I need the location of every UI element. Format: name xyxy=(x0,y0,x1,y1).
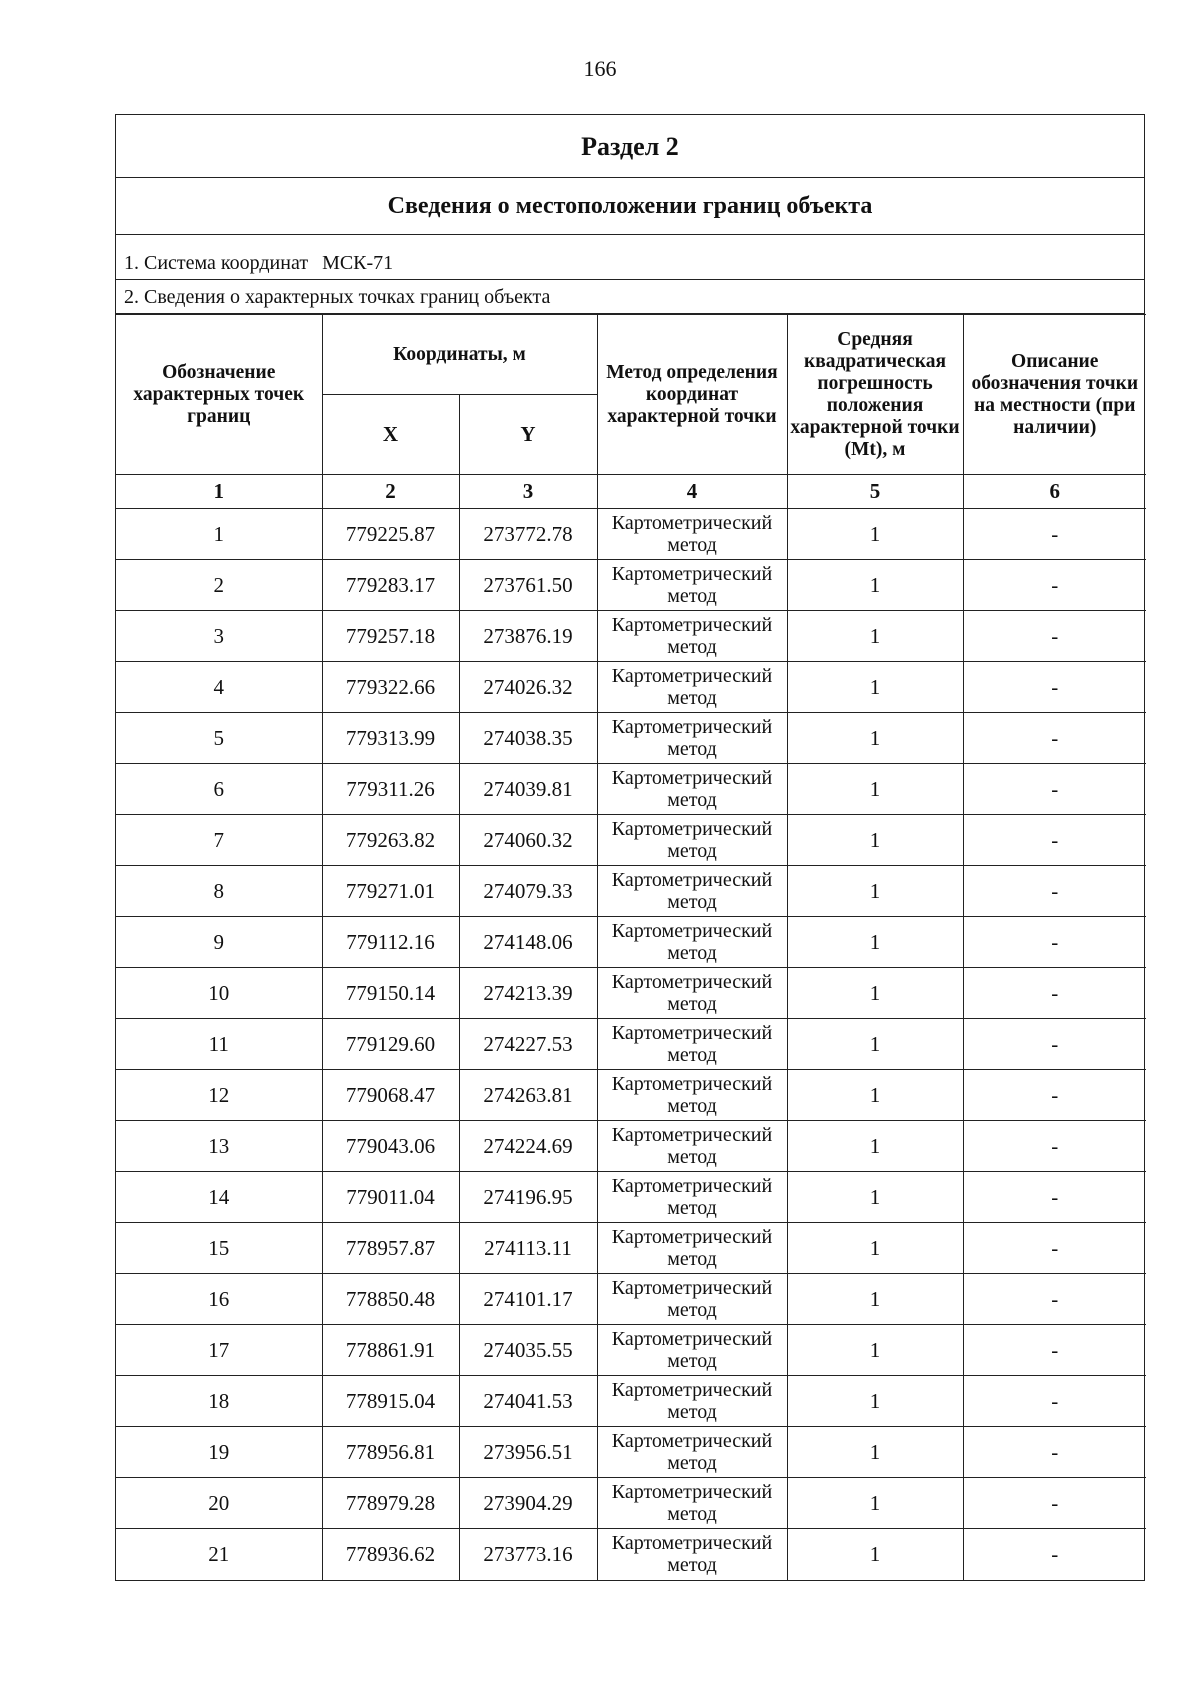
x-coordinate-cell: 779311.26 xyxy=(322,764,459,815)
description-cell: - xyxy=(963,917,1146,968)
y-coordinate-cell: 274224.69 xyxy=(459,1121,597,1172)
table-row xyxy=(116,1172,1146,1223)
table-row xyxy=(116,1376,1146,1427)
description-cell: - xyxy=(963,1529,1146,1580)
y-coordinate-cell: 273772.78 xyxy=(459,509,597,560)
method-cell: Картометрический метод xyxy=(597,1070,787,1121)
x-coordinate-cell: 779150.14 xyxy=(322,968,459,1019)
point-number-cell: 21 xyxy=(116,1529,322,1580)
method-cell: Картометрический метод xyxy=(597,1478,787,1529)
point-number-cell: 17 xyxy=(116,1325,322,1376)
y-coordinate-cell: 274026.32 xyxy=(459,662,597,713)
mean-error-cell: 1 xyxy=(787,1529,963,1580)
method-cell: Картометрический метод xyxy=(597,1121,787,1172)
table-row xyxy=(116,917,1146,968)
coordinate-system-value: МСК-71 xyxy=(322,252,394,274)
coordinate-system-label: 1. Система координат xyxy=(124,252,309,274)
header-point-designation: Обозначение характерных точек границ xyxy=(116,315,322,475)
description-cell: - xyxy=(963,509,1146,560)
description-cell: - xyxy=(963,1274,1146,1325)
x-coordinate-cell: 779129.60 xyxy=(322,1019,459,1070)
mean-error-cell: 1 xyxy=(787,713,963,764)
table-row xyxy=(116,1274,1146,1325)
column-number: 5 xyxy=(787,475,963,509)
mean-error-cell: 1 xyxy=(787,1376,963,1427)
point-number-cell: 4 xyxy=(116,662,322,713)
x-coordinate-cell: 778936.62 xyxy=(322,1529,459,1580)
y-coordinate-cell: 273876.19 xyxy=(459,611,597,662)
point-number-cell: 15 xyxy=(116,1223,322,1274)
method-cell: Картометрический метод xyxy=(597,1529,787,1580)
header-description: Описание обозначения точки на местности (при наличии) xyxy=(963,315,1146,475)
x-coordinate-cell: 778957.87 xyxy=(322,1223,459,1274)
method-cell: Картометрический метод xyxy=(597,509,787,560)
y-coordinate-cell: 274039.81 xyxy=(459,764,597,815)
description-cell: - xyxy=(963,815,1146,866)
column-number: 4 xyxy=(597,475,787,509)
description-cell: - xyxy=(963,1427,1146,1478)
point-number-cell: 3 xyxy=(116,611,322,662)
y-coordinate-cell: 274213.39 xyxy=(459,968,597,1019)
description-cell: - xyxy=(963,1019,1146,1070)
mean-error-cell: 1 xyxy=(787,764,963,815)
description-cell: - xyxy=(963,866,1146,917)
method-cell: Картометрический метод xyxy=(597,560,787,611)
description-cell: - xyxy=(963,713,1146,764)
mean-error-cell: 1 xyxy=(787,1019,963,1070)
description-cell: - xyxy=(963,1376,1146,1427)
table-row xyxy=(116,968,1146,1019)
table-row xyxy=(116,560,1146,611)
x-coordinate-cell: 779043.06 xyxy=(322,1121,459,1172)
y-coordinate-cell: 274041.53 xyxy=(459,1376,597,1427)
mean-error-cell: 1 xyxy=(787,815,963,866)
method-cell: Картометрический метод xyxy=(597,611,787,662)
x-coordinate-cell: 778861.91 xyxy=(322,1325,459,1376)
y-coordinate-cell: 274038.35 xyxy=(459,713,597,764)
method-cell: Картометрический метод xyxy=(597,764,787,815)
table-row xyxy=(116,764,1146,815)
x-coordinate-cell: 779068.47 xyxy=(322,1070,459,1121)
point-number-cell: 9 xyxy=(116,917,322,968)
point-number-cell: 2 xyxy=(116,560,322,611)
table-row xyxy=(116,1121,1146,1172)
mean-error-cell: 1 xyxy=(787,611,963,662)
method-cell: Картометрический метод xyxy=(597,968,787,1019)
description-cell: - xyxy=(963,662,1146,713)
coordinate-system-line xyxy=(116,235,1144,280)
description-cell: - xyxy=(963,968,1146,1019)
method-cell: Картометрический метод xyxy=(597,1019,787,1070)
table-row xyxy=(116,815,1146,866)
mean-error-cell: 1 xyxy=(787,1223,963,1274)
x-coordinate-cell: 779313.99 xyxy=(322,713,459,764)
point-number-cell: 5 xyxy=(116,713,322,764)
point-number-cell: 14 xyxy=(116,1172,322,1223)
method-cell: Картометрический метод xyxy=(597,866,787,917)
description-cell: - xyxy=(963,764,1146,815)
header-mean-error: Средняя квадратическая погрешность положения характерной точки (Mt), м xyxy=(787,315,963,475)
mean-error-cell: 1 xyxy=(787,1274,963,1325)
table-row xyxy=(116,713,1146,764)
mean-error-cell: 1 xyxy=(787,866,963,917)
mean-error-cell: 1 xyxy=(787,560,963,611)
y-coordinate-cell: 274113.11 xyxy=(459,1223,597,1274)
mean-error-cell: 1 xyxy=(787,1478,963,1529)
x-coordinate-cell: 779271.01 xyxy=(322,866,459,917)
table-row xyxy=(116,1478,1146,1529)
table-row xyxy=(116,1325,1146,1376)
x-coordinate-cell: 778979.28 xyxy=(322,1478,459,1529)
mean-error-cell: 1 xyxy=(787,509,963,560)
section-title: Раздел 2 xyxy=(116,115,1144,178)
mean-error-cell: 1 xyxy=(787,1070,963,1121)
x-coordinate-cell: 778915.04 xyxy=(322,1376,459,1427)
point-number-cell: 13 xyxy=(116,1121,322,1172)
column-number: 1 xyxy=(116,475,322,509)
description-cell: - xyxy=(963,1121,1146,1172)
y-coordinate-cell: 273904.29 xyxy=(459,1478,597,1529)
method-cell: Картометрический метод xyxy=(597,662,787,713)
header-x: X xyxy=(322,395,459,475)
table-row xyxy=(116,509,1146,560)
table-row xyxy=(116,662,1146,713)
column-number: 2 xyxy=(322,475,459,509)
method-cell: Картометрический метод xyxy=(597,1427,787,1478)
mean-error-cell: 1 xyxy=(787,1325,963,1376)
mean-error-cell: 1 xyxy=(787,1121,963,1172)
header-y: Y xyxy=(459,395,597,475)
x-coordinate-cell: 778850.48 xyxy=(322,1274,459,1325)
point-number-cell: 8 xyxy=(116,866,322,917)
header-coordinates: Координаты, м xyxy=(322,315,597,395)
page-number: 166 xyxy=(583,56,617,81)
mean-error-cell: 1 xyxy=(787,917,963,968)
description-cell: - xyxy=(963,1172,1146,1223)
description-cell: - xyxy=(963,1478,1146,1529)
point-number-cell: 1 xyxy=(116,509,322,560)
column-number: 6 xyxy=(963,475,1146,509)
x-coordinate-cell: 779263.82 xyxy=(322,815,459,866)
method-cell: Картометрический метод xyxy=(597,815,787,866)
point-number-cell: 19 xyxy=(116,1427,322,1478)
description-cell: - xyxy=(963,560,1146,611)
method-cell: Картометрический метод xyxy=(597,1376,787,1427)
method-cell: Картометрический метод xyxy=(597,1325,787,1376)
y-coordinate-cell: 274263.81 xyxy=(459,1070,597,1121)
boundary-points-table xyxy=(116,314,1146,1580)
table-body xyxy=(116,509,1146,1580)
points-info-line: 2. Сведения о характерных точках границ объекта xyxy=(116,280,1144,314)
column-number-row xyxy=(116,475,1146,509)
x-coordinate-cell: 778956.81 xyxy=(322,1427,459,1478)
point-number-cell: 11 xyxy=(116,1019,322,1070)
mean-error-cell: 1 xyxy=(787,1172,963,1223)
y-coordinate-cell: 274101.17 xyxy=(459,1274,597,1325)
x-coordinate-cell: 779011.04 xyxy=(322,1172,459,1223)
table-header-row xyxy=(116,315,1146,395)
description-cell: - xyxy=(963,1325,1146,1376)
table-row xyxy=(116,1019,1146,1070)
point-number-cell: 16 xyxy=(116,1274,322,1325)
table-row xyxy=(116,611,1146,662)
boundary-points-document xyxy=(115,114,1145,1581)
y-coordinate-cell: 274227.53 xyxy=(459,1019,597,1070)
point-number-cell: 20 xyxy=(116,1478,322,1529)
method-cell: Картометрический метод xyxy=(597,1223,787,1274)
y-coordinate-cell: 273761.50 xyxy=(459,560,597,611)
table-row xyxy=(116,1070,1146,1121)
point-number-cell: 10 xyxy=(116,968,322,1019)
description-cell: - xyxy=(963,1070,1146,1121)
y-coordinate-cell: 274035.55 xyxy=(459,1325,597,1376)
method-cell: Картометрический метод xyxy=(597,1274,787,1325)
point-number-cell: 12 xyxy=(116,1070,322,1121)
mean-error-cell: 1 xyxy=(787,1427,963,1478)
y-coordinate-cell: 274079.33 xyxy=(459,866,597,917)
point-number-cell: 6 xyxy=(116,764,322,815)
table-row xyxy=(116,1427,1146,1478)
x-coordinate-cell: 779283.17 xyxy=(322,560,459,611)
y-coordinate-cell: 273956.51 xyxy=(459,1427,597,1478)
table-row xyxy=(116,1529,1146,1580)
method-cell: Картометрический метод xyxy=(597,1172,787,1223)
description-cell: - xyxy=(963,1223,1146,1274)
x-coordinate-cell: 779112.16 xyxy=(322,917,459,968)
document-subtitle: Сведения о местоположении границ объекта xyxy=(116,178,1144,235)
method-cell: Картометрический метод xyxy=(597,713,787,764)
point-number-cell: 18 xyxy=(116,1376,322,1427)
header-method: Метод определения координат характерной точки xyxy=(597,315,787,475)
method-cell: Картометрический метод xyxy=(597,917,787,968)
y-coordinate-cell: 274148.06 xyxy=(459,917,597,968)
x-coordinate-cell: 779322.66 xyxy=(322,662,459,713)
column-number: 3 xyxy=(459,475,597,509)
table-row xyxy=(116,866,1146,917)
mean-error-cell: 1 xyxy=(787,662,963,713)
y-coordinate-cell: 273773.16 xyxy=(459,1529,597,1580)
mean-error-cell: 1 xyxy=(787,968,963,1019)
x-coordinate-cell: 779257.18 xyxy=(322,611,459,662)
description-cell: - xyxy=(963,611,1146,662)
table-row xyxy=(116,1223,1146,1274)
y-coordinate-cell: 274196.95 xyxy=(459,1172,597,1223)
x-coordinate-cell: 779225.87 xyxy=(322,509,459,560)
point-number-cell: 7 xyxy=(116,815,322,866)
y-coordinate-cell: 274060.32 xyxy=(459,815,597,866)
